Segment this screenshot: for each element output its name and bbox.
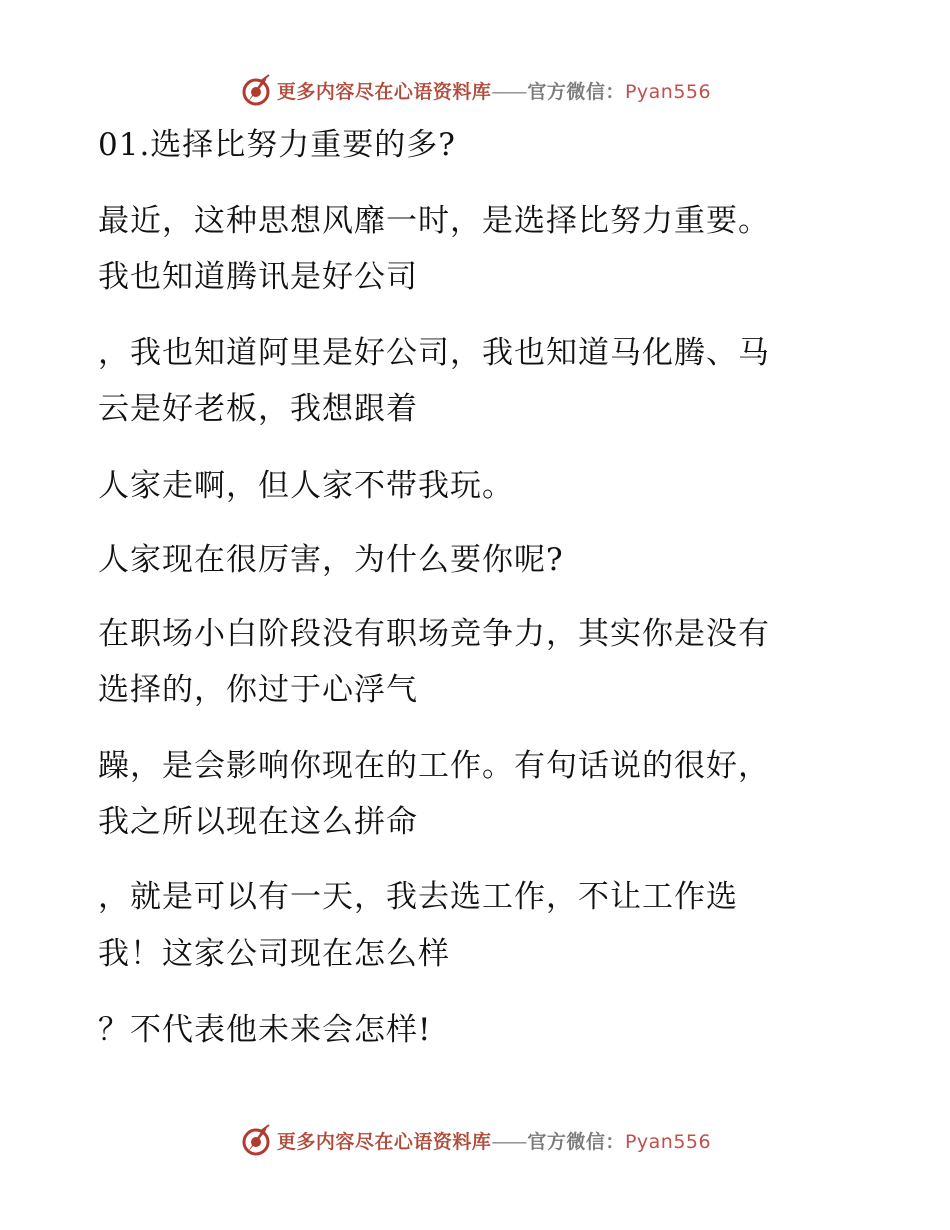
text-line: 最近，这种思想风靡一时，是选择比努力重要。 [98,203,770,239]
quill-logo-icon [239,1123,273,1157]
text-line: 我之所以现在这么拼命 [98,804,418,840]
quill-logo-icon [239,73,273,107]
text-line: ，我也知道阿里是好公司，我也知道马化腾、马 [98,335,770,371]
text-line: 我！这家公司现在怎么样 [98,936,450,972]
banner-wechat-id: Pyan556 [624,1130,712,1153]
text-line: ？不代表他未来会怎样! [98,1012,432,1048]
banner-text [277,77,711,104]
text-line: 人家现在很厉害，为什么要你呢? [98,542,564,578]
banner-dash: —— [491,80,526,103]
text-line: 人家走啊，但人家不带我玩。 [98,468,514,504]
text-line: 01.选择比努力重要的多? [98,127,456,163]
text-line: 云是好老板，我想跟着 [98,391,418,427]
banner-wechat-label: 官方微信： [527,80,625,103]
header-banner [0,68,950,112]
banner-site-name: 更多内容尽在心语资料库 [276,1130,492,1153]
footer-banner [0,1118,950,1162]
banner-wechat-label: 官方微信： [527,1130,625,1153]
text-line: 选择的，你过于心浮气 [98,672,418,708]
banner-dash: —— [491,1130,526,1153]
banner-site-name: 更多内容尽在心语资料库 [276,80,492,103]
text-line: 我也知道腾讯是好公司 [98,259,418,295]
text-line: ，就是可以有一天，我去选工作，不让工作选 [98,879,738,915]
banner-wechat-id: Pyan556 [624,80,712,103]
text-line: 在职场小白阶段没有职场竞争力，其实你是没有 [98,616,770,652]
banner-text [277,1127,711,1154]
text-line: 躁，是会影响你现在的工作。有句话说的很好， [98,748,770,784]
